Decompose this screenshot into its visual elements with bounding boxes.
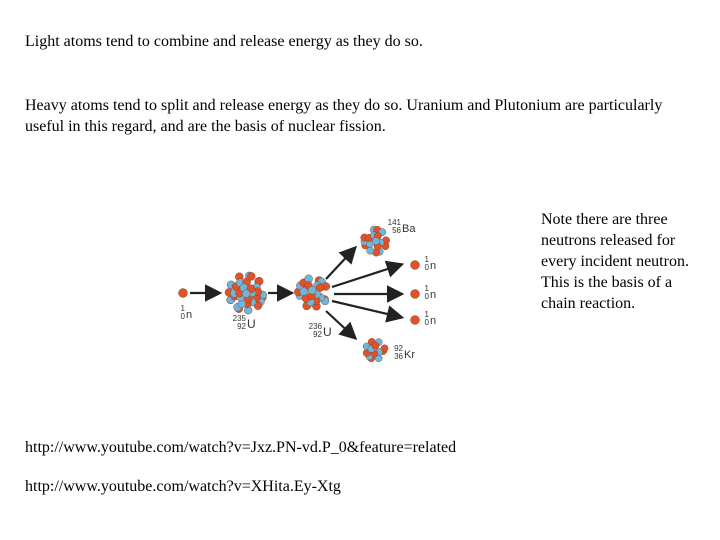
svg-text:n: n <box>430 289 437 301</box>
svg-text:0: 0 <box>424 263 429 272</box>
label-kr <box>394 344 415 361</box>
svg-text:n: n <box>430 260 437 272</box>
label-neutron-released-2 <box>425 284 437 301</box>
svg-text:0: 0 <box>424 292 429 301</box>
svg-text:U: U <box>323 325 332 339</box>
label-neutron-incoming <box>181 304 193 321</box>
svg-text:n: n <box>430 315 437 327</box>
svg-text:1: 1 <box>424 284 429 293</box>
svg-text:0: 0 <box>424 318 429 327</box>
label-ba <box>388 218 417 235</box>
uranium-235-nucleus <box>225 272 267 314</box>
barium-nucleus <box>361 226 390 256</box>
krypton-nucleus <box>363 338 388 362</box>
fission-diagram <box>168 213 468 375</box>
label-neutron-released-1 <box>425 255 437 272</box>
svg-text:U: U <box>247 317 256 331</box>
neutron-released-2 <box>411 290 420 299</box>
svg-text:141: 141 <box>387 218 401 227</box>
youtube-link-1[interactable]: http://www.youtube.com/watch?v=Jxz.PN-vd.P_0&feature=related <box>25 439 457 456</box>
svg-text:56: 56 <box>392 226 401 235</box>
svg-text:236: 236 <box>308 322 322 331</box>
neutron-released-1 <box>411 261 420 270</box>
svg-text:Ba: Ba <box>402 223 416 235</box>
svg-text:n: n <box>186 309 193 321</box>
neutron-released-3 <box>411 316 420 325</box>
light-atoms-statement: Light atoms tend to combine and release energy as they do so. <box>25 33 423 50</box>
neutron-note: Note there are three neutrons released for every incident neutron. This is the basis of a chain reaction. <box>541 211 689 312</box>
svg-text:92: 92 <box>394 344 403 353</box>
svg-text:92: 92 <box>313 330 322 339</box>
heavy-atoms-statement: Heavy atoms tend to split and release energy as they do so. Uranium and Plutonium are particularly useful in this regard, and are the basis of nuclear fission. <box>25 97 663 135</box>
svg-text:1: 1 <box>180 304 185 313</box>
arrow-to-neutron-1 <box>332 265 400 287</box>
label-u235 <box>233 314 256 331</box>
uranium-236-nucleus <box>294 275 329 310</box>
youtube-link-2[interactable]: http://www.youtube.com/watch?v=XHita.Ey-Xtg <box>25 478 341 495</box>
svg-text:235: 235 <box>232 314 246 323</box>
svg-text:92: 92 <box>237 322 246 331</box>
label-neutron-released-3 <box>425 310 437 327</box>
svg-text:36: 36 <box>394 352 403 361</box>
svg-text:Kr: Kr <box>404 349 415 361</box>
label-u236 <box>309 322 332 339</box>
arrow-to-neutron-3 <box>332 301 400 317</box>
svg-text:0: 0 <box>180 312 185 321</box>
arrow-to-ba <box>326 249 354 279</box>
neutron-incoming <box>179 289 188 298</box>
svg-text:1: 1 <box>424 255 429 264</box>
svg-text:1: 1 <box>424 310 429 319</box>
